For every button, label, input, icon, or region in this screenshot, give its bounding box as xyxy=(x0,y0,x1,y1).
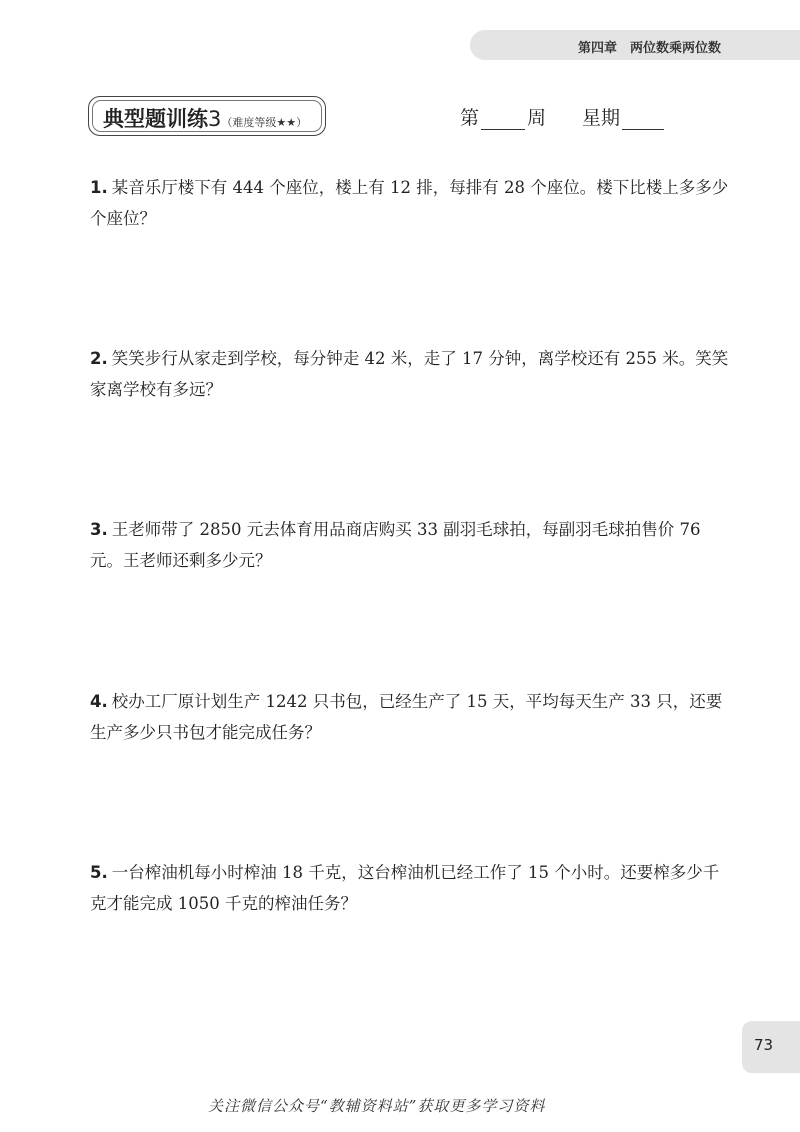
question-text: 某音乐厅楼下有 444 个座位，楼上有 12 排，每排有 28 个座位。楼下比楼上多多少个座位？ xyxy=(90,178,729,228)
question-text: 校办工厂原计划生产 1242 只书包，已经生产了 15 天，平均每天生产 33 只，还要生产多少只书包才能完成任务？ xyxy=(90,692,723,742)
week-label-di: 第 xyxy=(460,107,480,129)
week-blank[interactable] xyxy=(481,109,525,130)
question-text: 王老师带了 2850 元去体育用品商店购买 33 副羽毛球拍，每副羽毛球拍售价 76 元。王老师还剩多少元？ xyxy=(90,520,701,570)
footer-notice: 关注微信公众号“教辅资料站”获取更多学习资料 xyxy=(208,1097,546,1115)
week-day-line xyxy=(460,103,664,130)
section-title-box xyxy=(88,96,326,136)
question-text: 一台榨油机每小时榨油 18 千克，这台榨油机已经工作了 15 个小时。还要榨多少千克才能完成 1050 千克的榨油任务？ xyxy=(90,863,720,913)
question-2 xyxy=(90,343,730,405)
question-number: 1. xyxy=(90,178,108,197)
question-number: 3. xyxy=(90,520,108,539)
question-5 xyxy=(90,857,730,919)
question-number: 4. xyxy=(90,692,108,711)
section-title-number: 3 xyxy=(208,107,222,131)
section-title-main: 典型题训练 xyxy=(103,107,208,131)
week-label-zhou: 周 xyxy=(527,107,547,129)
weekday-label: 星期 xyxy=(582,107,621,129)
section-title xyxy=(103,103,307,133)
page-number: 73 xyxy=(754,1036,774,1054)
question-4 xyxy=(90,686,730,748)
question-text: 笑笑步行从家走到学校，每分钟走 42 米，走了 17 分钟，离学校还有 255 米。笑笑家离学校有多远？ xyxy=(90,349,729,399)
difficulty-level: （难度等级★★） xyxy=(221,116,308,129)
question-number: 2. xyxy=(90,349,108,368)
question-1 xyxy=(90,172,730,234)
question-3 xyxy=(90,514,730,576)
chapter-header: 第四章 两位数乘两位数 xyxy=(578,41,722,56)
weekday-blank[interactable] xyxy=(622,109,664,130)
question-number: 5. xyxy=(90,863,108,882)
